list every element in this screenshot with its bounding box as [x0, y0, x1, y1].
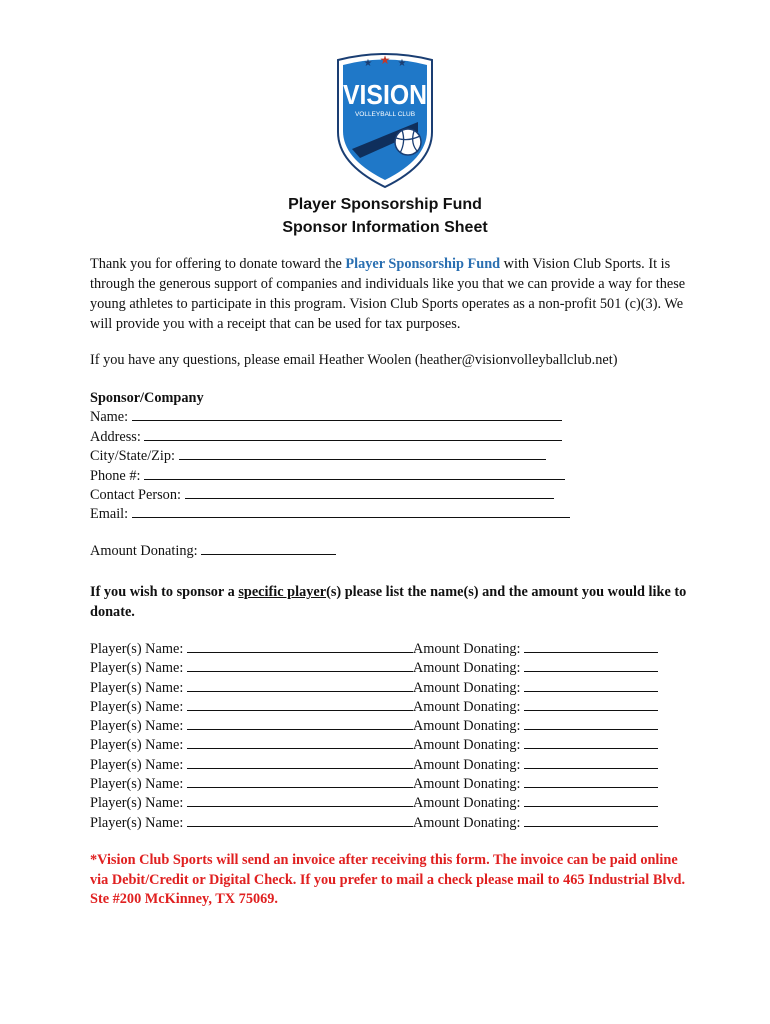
title-line-1: Player Sponsorship Fund: [288, 196, 482, 213]
specific-player-instructions: [90, 582, 690, 622]
player-amount-label: Amount Donating:: [412, 679, 525, 696]
sponsor-section: [90, 389, 690, 525]
svg-text:★: ★: [397, 58, 407, 69]
player-name-label: Player(s) Name:: [90, 679, 187, 696]
field-label: Phone #:: [90, 467, 145, 484]
title-line-2: Sponsor Information Sheet: [282, 219, 488, 236]
player-name-line[interactable]: [187, 698, 413, 711]
player-amount-line[interactable]: [524, 794, 658, 807]
specific-text-start: If you wish to sponsor a: [90, 584, 239, 600]
player-row: [90, 814, 690, 833]
player-amount-line[interactable]: [524, 736, 658, 749]
city-state-zip-field-line[interactable]: [179, 447, 546, 460]
amount-donating-line[interactable]: [201, 542, 336, 555]
player-name-label: Player(s) Name:: [90, 795, 187, 812]
logo-subtitle: VOLLEYBALL CLUB: [354, 111, 416, 118]
address-field-row: [90, 428, 690, 447]
player-name-line[interactable]: [187, 659, 413, 672]
player-amount-label: Amount Donating:: [412, 660, 525, 677]
player-amount-label: Amount Donating:: [412, 737, 525, 754]
player-name-line[interactable]: [187, 794, 413, 807]
contact-person-field-row: [90, 486, 690, 505]
player-amount-line[interactable]: [524, 679, 658, 692]
player-amount-line[interactable]: [524, 659, 658, 672]
player-name-label: Player(s) Name:: [90, 660, 187, 677]
player-row: [90, 679, 690, 698]
sponsor-heading: Sponsor/Company: [90, 390, 204, 406]
player-row: [90, 640, 690, 659]
invoice-notice: *Vision Club Sports will send an invoice after receiving this form. The invoice can be paid online via Debit/Credit or Digital Check. If you prefer to mail a check please mail to 465 Industrial Blvd. Ste #200 McKinney, TX 75069.: [90, 852, 686, 907]
field-label: Address:: [90, 428, 145, 445]
email-field-row: [90, 505, 690, 524]
player-amount-label: Amount Donating:: [412, 756, 525, 773]
name-field-line[interactable]: [132, 408, 562, 421]
players-list: [90, 640, 690, 833]
player-name-label: Player(s) Name:: [90, 737, 187, 754]
specific-text-rest: (s) please list the name(s) and the amount you would like to donate.: [90, 584, 687, 620]
player-row: [90, 756, 690, 775]
field-label: Contact Person:: [90, 487, 185, 504]
email-field-line[interactable]: [132, 505, 570, 518]
contact-person-field-line[interactable]: [185, 486, 554, 499]
player-name-label: Player(s) Name:: [90, 718, 187, 735]
field-label: Email:: [90, 506, 132, 523]
player-name-line[interactable]: [187, 814, 413, 827]
player-amount-line[interactable]: [524, 717, 658, 730]
player-amount-label: Amount Donating:: [412, 776, 525, 793]
player-amount-label: Amount Donating:: [412, 795, 525, 812]
specific-player-underlined: specific player: [238, 584, 327, 600]
amount-donating-row: [90, 542, 336, 561]
player-name-line[interactable]: [187, 736, 413, 749]
player-row: [90, 736, 690, 755]
intro-paragraph: [90, 254, 690, 334]
player-row: [90, 659, 690, 678]
player-name-line[interactable]: [187, 640, 413, 653]
player-name-line[interactable]: [187, 679, 413, 692]
phone-field-line[interactable]: [144, 467, 565, 480]
address-field-line[interactable]: [144, 428, 562, 441]
player-row: [90, 698, 690, 717]
player-name-line[interactable]: [187, 775, 413, 788]
intro-text-rest: with Vision Club Sports. It is through the generous support of companies and individuals like you that we can provide a way for these young athletes to participate in this program. Vision Club Sports operates as a non-profit 501 (c)(3). We will provide you with a receipt that can be used for tax purposes.: [90, 256, 686, 332]
player-amount-line[interactable]: [524, 775, 658, 788]
player-name-label: Player(s) Name:: [90, 776, 187, 793]
player-amount-line[interactable]: [524, 640, 658, 653]
player-amount-label: Amount Donating:: [412, 698, 525, 715]
svg-text:★: ★: [379, 53, 391, 67]
player-amount-label: Amount Donating:: [412, 718, 525, 735]
contact-question: If you have any questions, please email Heather Woolen (heather@visionvolleyballclub.net): [90, 352, 618, 368]
field-label: City/State/Zip:: [90, 448, 179, 465]
svg-text:★: ★: [363, 58, 373, 69]
player-name-line[interactable]: [187, 717, 413, 730]
fund-name-highlight: Player Sponsorship Fund: [345, 256, 501, 272]
player-name-label: Player(s) Name:: [90, 756, 187, 773]
player-amount-line[interactable]: [524, 698, 658, 711]
player-row: [90, 794, 690, 813]
amount-donating-label: Amount Donating:: [90, 543, 202, 559]
vision-volleyball-club-logo: [330, 46, 440, 189]
city-state-zip-field-row: [90, 447, 690, 466]
player-amount-line[interactable]: [524, 756, 658, 769]
field-label: Name:: [90, 409, 132, 426]
name-field-row: [90, 408, 690, 427]
logo-word: VISION: [343, 79, 427, 110]
player-name-line[interactable]: [187, 756, 413, 769]
player-amount-label: Amount Donating:: [412, 814, 525, 831]
player-name-label: Player(s) Name:: [90, 641, 187, 657]
intro-text-start: Thank you for offering to donate toward the: [90, 256, 346, 272]
player-amount-line[interactable]: [524, 814, 658, 827]
player-name-label: Player(s) Name:: [90, 814, 187, 831]
player-amount-label: Amount Donating:: [412, 641, 525, 657]
player-row: [90, 717, 690, 736]
player-row: [90, 775, 690, 794]
player-name-label: Player(s) Name:: [90, 698, 187, 715]
phone-field-row: [90, 467, 690, 486]
